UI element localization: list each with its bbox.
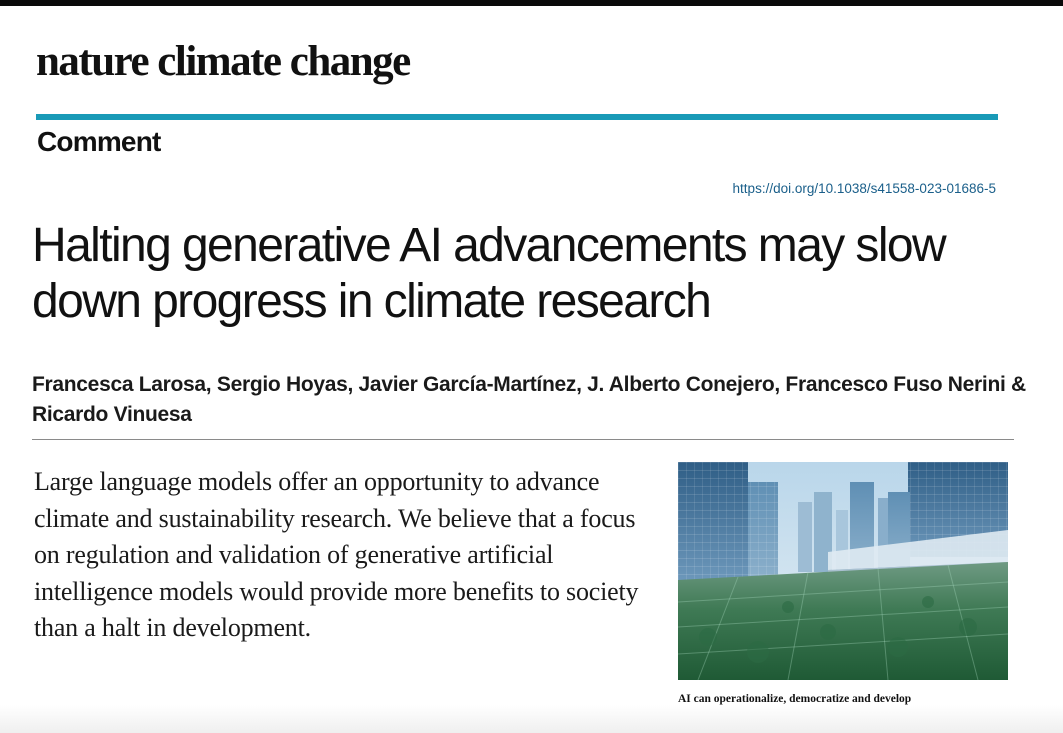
article-figure-image bbox=[678, 462, 1008, 680]
top-border-bar bbox=[0, 0, 1063, 6]
standfirst: Large language models offer an opportunity to advance climate and sustainability research. We believe that a focus on regulation and validation of generative artificial intelligence models would provide more benefits to society than a halt in development. bbox=[34, 467, 639, 642]
figure-caption: AI can operationalize, democratize and develop bbox=[678, 693, 912, 705]
doi-link[interactable]: https://doi.org/10.1038/s41558-023-01686-5 bbox=[732, 181, 996, 196]
section-label: Comment bbox=[37, 126, 161, 157]
bottom-shadow bbox=[0, 705, 1063, 733]
accent-divider bbox=[36, 114, 998, 120]
journal-name: nature climate change bbox=[36, 38, 410, 85]
thin-divider bbox=[32, 439, 1014, 440]
article-title: Halting generative AI advancements may slow down progress in climate research bbox=[32, 219, 946, 328]
city-greenery-illustration bbox=[678, 462, 1008, 680]
author-list: Francesca Larosa, Sergio Hoyas, Javier García-Martínez, J. Alberto Conejero, Francesco Fuso Nerini & Ricardo Vinuesa bbox=[32, 373, 1026, 426]
